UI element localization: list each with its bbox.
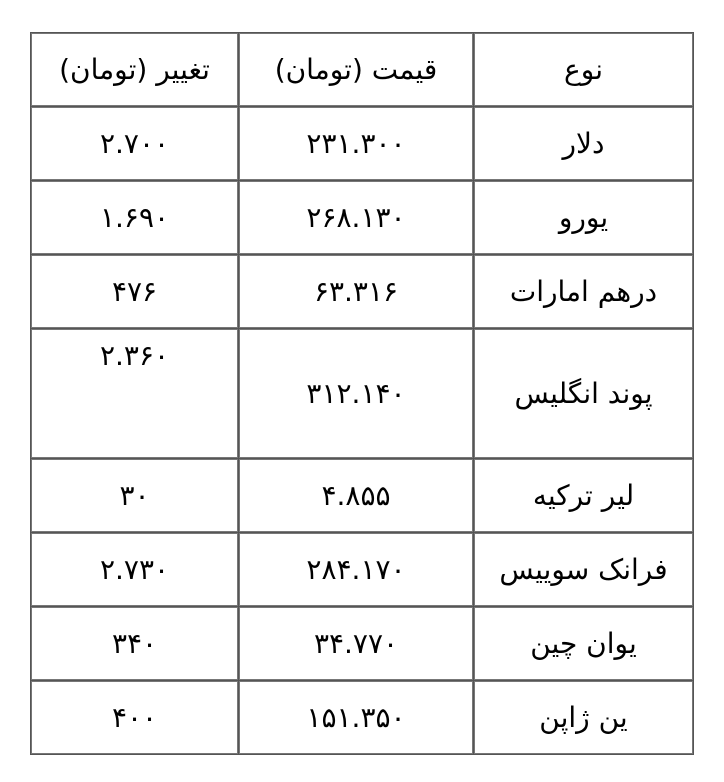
currency-change: ۳۴۰ bbox=[31, 607, 239, 681]
currency-price: ۳۱۲.۱۴۰ bbox=[239, 329, 474, 459]
currency-name: لیر ترکیه bbox=[474, 459, 694, 533]
currency-name: یورو bbox=[474, 181, 694, 255]
table-row bbox=[31, 107, 694, 181]
table-row bbox=[31, 607, 694, 681]
currency-price: ۴.۸۵۵ bbox=[239, 459, 474, 533]
currency-change: ۲.۳۶۰ bbox=[31, 329, 239, 459]
currency-change: ۳۰ bbox=[31, 459, 239, 533]
currency-name: درهم امارات bbox=[474, 255, 694, 329]
currency-change: ۴۷۶ bbox=[31, 255, 239, 329]
currency-rates-table bbox=[30, 32, 694, 755]
currency-name: پوند انگلیس bbox=[474, 329, 694, 459]
currency-name: ین ژاپن bbox=[474, 681, 694, 755]
currency-price: ۱۵۱.۳۵۰ bbox=[239, 681, 474, 755]
table-row bbox=[31, 681, 694, 755]
table-row bbox=[31, 329, 694, 459]
currency-price: ۲۶۸.۱۳۰ bbox=[239, 181, 474, 255]
table-row bbox=[31, 255, 694, 329]
table-row bbox=[31, 459, 694, 533]
header-row bbox=[31, 33, 694, 107]
table-row bbox=[31, 181, 694, 255]
header-type: نوع bbox=[474, 33, 694, 107]
header-change: تغییر (تومان) bbox=[31, 33, 239, 107]
currency-change: ۲.۷۳۰ bbox=[31, 533, 239, 607]
currency-price: ۶۳.۳۱۶ bbox=[239, 255, 474, 329]
currency-name: یوان چین bbox=[474, 607, 694, 681]
table-row bbox=[31, 533, 694, 607]
currency-price: ۲۸۴.۱۷۰ bbox=[239, 533, 474, 607]
currency-name: دلار bbox=[474, 107, 694, 181]
currency-price: ۳۴.۷۷۰ bbox=[239, 607, 474, 681]
currency-price: ۲۳۱.۳۰۰ bbox=[239, 107, 474, 181]
currency-change: ۱.۶۹۰ bbox=[31, 181, 239, 255]
currency-change: ۲.۷۰۰ bbox=[31, 107, 239, 181]
currency-name: فرانک سوییس bbox=[474, 533, 694, 607]
currency-change: ۴۰۰ bbox=[31, 681, 239, 755]
header-price: قیمت (تومان) bbox=[239, 33, 474, 107]
